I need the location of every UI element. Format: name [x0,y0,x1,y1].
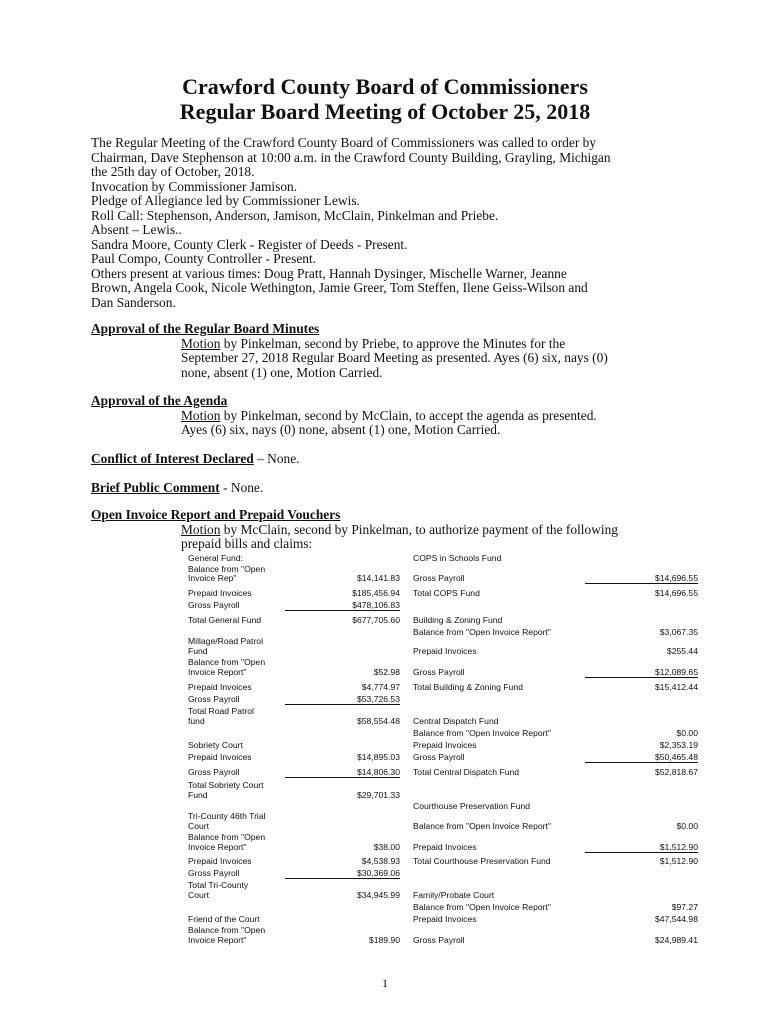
intro-line: The Regular Meeting of the Crawford County Board of Commissioners was called to order by [91,135,597,150]
row-label: Prepaid Invoices [413,646,477,656]
total-label: fund [188,716,205,726]
fund-label: Family/Probate Court [413,890,495,900]
row-amount: $53,726.53 [285,694,400,705]
intro-line: Pledge of Allegiance led by Commissioner Lewis. [91,193,360,208]
total-amount: $1,512.90 [659,856,698,866]
row-amount: $52.98 [373,667,400,677]
row-amount: $0.00 [676,728,698,738]
row-label: Balance from "Open Invoice Report" [413,821,551,831]
row-amount: $12,089.65 [585,667,698,678]
motion-text: by Pinkelman, second by McClain, to accept the agenda as presented. [220,407,597,423]
row-label: Balance from "Open Invoice Report" [413,627,551,637]
fund-label: General Fund: [188,553,243,563]
intro-line: the 25th day of October, 2018. [91,164,255,179]
total-amount: $677,705.60 [352,615,400,625]
page-number: 1 [382,976,388,990]
motion-word: Motion [181,335,221,351]
total-label: Total Courthouse Preservation Fund [413,856,551,866]
row-amount: $14,696.55 [585,573,698,584]
row-amount: $14,141.83 [356,573,400,583]
motion-word: Motion [181,521,221,537]
fund-label: Millage/Road Patrol [188,636,263,646]
total-amount: $58,554.48 [356,716,400,726]
total-label: Total Sobriety Court [188,780,264,790]
total-amount: $52,818.67 [654,767,698,777]
motion-text: by Pinkelman, second by Priebe, to approve the Minutes for the [220,335,566,351]
motion-text: Ayes (6) six, nays (0) none, absent (1) one, Motion Carried. [181,422,501,438]
motion-word: Motion [181,407,221,423]
fund-label: Fund [188,646,208,656]
motion-text: prepaid bills and claims: [181,536,313,552]
intro-line: Invocation by Commissioner Jamison. [91,178,298,194]
row-label: Balance from "Open [188,564,266,574]
fund-label: Courthouse Preservation Fund [413,801,531,811]
public-comment-heading: Brief Public Comment [91,480,220,495]
total-label: Fund [188,790,208,800]
row-label: Prepaid Invoices [413,740,477,750]
row-amount: $47,544.98 [654,914,698,924]
motion-text: September 27, 2018 Regular Board Meeting as presented. Ayes (6) six, nays (0) [181,350,608,366]
minutes-heading: Approval of the Regular Board Minutes [91,321,320,336]
fund-label: Friend of the Court [188,914,260,924]
row-amount: $4,538.93 [361,856,400,866]
row-label: Prepaid Invoices [413,842,477,852]
row-label: Invoice Report" [188,667,247,677]
row-label: Invoice Report" [188,935,247,945]
row-amount: $189.90 [368,935,400,945]
total-label: Court [188,890,210,900]
intro-line: Absent – Lewis.. [91,222,182,237]
row-label: Balance from "Open [188,832,266,842]
row-amount: $14,806.30 [285,767,400,778]
row-label: Invoice Rep" [188,573,237,583]
intro-line: Paul Compo, County Controller - Present. [91,251,317,266]
total-amount: $29,701.33 [356,790,400,800]
row-label: Prepaid Invoices [188,752,252,762]
conflict-text: – None. [253,451,300,466]
motion-text: by McClain, second by Pinkelman, to authorize payment of the following [220,521,618,537]
row-label: Gross Payroll [188,600,240,610]
total-label: Total General Fund [188,615,262,625]
title-line-1: Crawford County Board of Commissioners [182,74,588,99]
row-label: Balance from "Open [188,657,266,667]
row-label: Balance from "Open Invoice Report" [413,902,551,912]
row-amount: $4,774.97 [361,682,400,692]
intro-line: Dan Sanderson. [91,294,176,310]
fund-label: Sobriety Court [188,740,243,750]
conflict-heading: Conflict of Interest Declared [91,451,254,466]
row-label: Balance from "Open [188,925,266,935]
intro-line: Others present at various times: Doug Pratt, Hannah Dysinger, Mischelle Warner, Jeanne [91,265,567,281]
total-label: Total Building & Zoning Fund [413,682,523,692]
row-label: Gross Payroll [413,935,465,945]
row-label: Prepaid Invoices [188,682,252,692]
row-amount: $3,067.35 [659,627,698,637]
fund-label: Central Dispatch Fund [413,716,499,726]
total-amount: $34,945.99 [356,890,400,900]
row-label: Prepaid Invoices [188,856,252,866]
total-amount: $14,696.55 [654,588,698,598]
row-amount: $38.00 [373,842,400,852]
agenda-heading: Approval of the Agenda [91,393,228,408]
public-comment-text: - None. [219,480,264,495]
intro-line: Roll Call: Stephenson, Anderson, Jamison, McClain, Pinkelman and Priebe. [91,207,499,223]
row-amount: $0.00 [676,821,698,831]
row-amount: $2,353.19 [659,740,698,750]
row-amount: $1,512.90 [585,842,698,853]
motion-text: none, absent (1) one, Motion Carried. [181,364,383,380]
total-label: Total Central Dispatch Fund [413,767,520,777]
row-label: Balance from "Open Invoice Report" [413,728,551,738]
row-amount: $255.44 [666,646,698,656]
row-label: Gross Payroll [188,868,240,878]
fund-label: Court [188,821,210,831]
row-amount: $478,106.83 [285,600,400,611]
row-label: Invoice Report" [188,842,247,852]
intro-line: Sandra Moore, County Clerk - Register of Deeds - Present. [91,236,408,252]
row-amount: $30,369.06 [285,868,400,879]
row-amount: $14,895.03 [356,752,400,762]
row-amount: $50,465.48 [585,752,698,763]
total-amount: $15,412.44 [654,682,698,692]
row-amount: $24,989.41 [654,935,698,945]
total-label: Total Road Patrol [188,706,254,716]
invoice-heading: Open Invoice Report and Prepaid Vouchers [91,507,341,522]
row-label: Gross Payroll [188,694,240,704]
fund-label: Tri-County 46th Trial [188,811,266,821]
intro-line: Chairman, Dave Stephenson at 10:00 a.m. in the Crawford County Building, Grayling, Michigan [91,149,611,165]
total-label: Total Tri-County [188,880,249,890]
intro-line: Brown, Angela Cook, Nicole Wethington, Jamie Greer, Tom Steffen, Ilene Geiss-Wilson and [91,280,588,295]
title-line-2: Regular Board Meeting of October 25, 2018 [179,99,591,124]
row-label: Gross Payroll [413,573,465,583]
row-label: Gross Payroll [413,667,465,677]
total-label: Total COPS Fund [413,588,480,598]
row-label: Prepaid Invoices [188,588,252,598]
fund-label: COPS in Schools Fund [413,553,502,563]
row-label: Prepaid Invoices [413,914,477,924]
row-label: Gross Payroll [188,767,240,777]
row-label: Gross Payroll [413,752,465,762]
row-amount: $97.27 [671,902,698,912]
row-amount: $185,456.94 [352,588,400,598]
fund-label: Building & Zoning Fund [413,615,503,625]
